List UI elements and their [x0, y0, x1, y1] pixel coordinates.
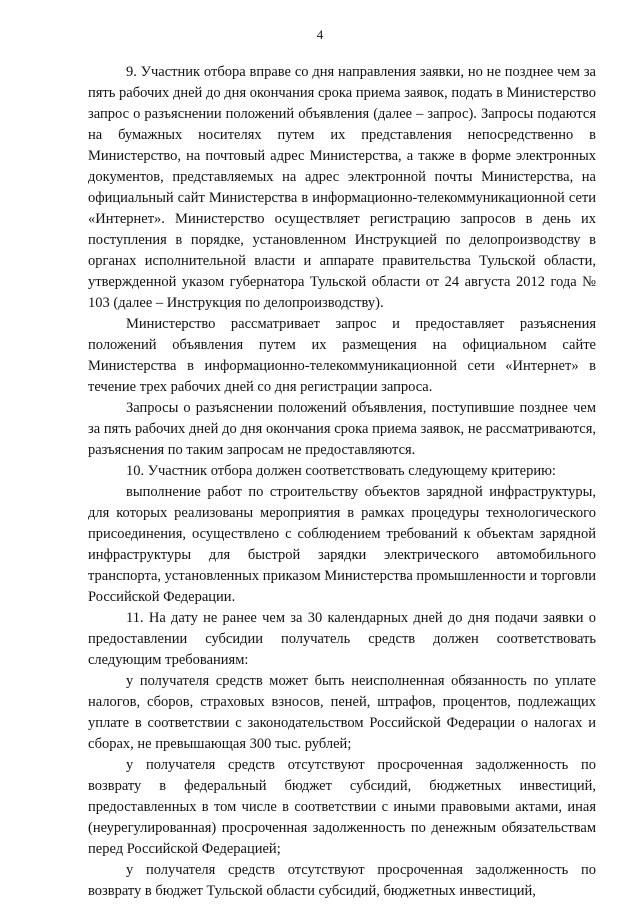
paragraph-11-requirements: 11. На дату не ранее чем за 30 календарных дней до дня подачи заявки о предоставлении субсидии получатель средств должен соответствовать следующим требованиям: — [88, 610, 596, 668]
paragraph-9-inquiry: 9. Участник отбора вправе со дня направления заявки, но не позднее чем за пять рабочих дней до дня окончания срока приема заявок, подать в Министерство запрос о разъяснении положений объявления (далее – запрос). Запросы подаются на бумажных носителях путем их представления непосредственно в Министерство, на почтовый адрес Министерства, а также в форме электронных документов, представляемых на адрес электронной почты Министерства, на официальный сайт Министерства в информационно-телекоммуникационной сети «Интернет». Министерство осуществляет регистрацию запросов в день их поступления в порядке, установленном Инструкцией по делопроизводству в органах исполнительной власти и аппарате правительства Тульской области, утвержденной указом губернатора Тульской области от 24 августа 2012 года № 103 (далее – Инструкция по делопроизводству). — [88, 64, 596, 311]
document-body — [88, 62, 596, 902]
paragraph-10-criterion: 10. Участник отбора должен соответствовать следующему критерию: — [126, 463, 556, 479]
paragraph-ministry-response: Министерство рассматривает запрос и предоставляет разъяснения положений объявления путем их размещения на официальном сайте Министерства в информационно-телекоммуникационной сети «Интернет» в течение трех рабочих дней со дня регистрации запроса. — [88, 316, 596, 395]
paragraph-late-inquiries: Запросы о разъяснении положений объявления, поступившие позднее чем за пять рабочих дней до дня окончания срока приема заявок, не рассматриваются, разъяснения по таким запросам не предоставляются. — [88, 400, 596, 458]
paragraph-federal-debt: у получателя средств отсутствуют просроченная задолженность по возврату в федеральный бюджет субсидий, бюджетных инвестиций, предоставленных в том числе в соответствии с иными правовыми актами, иная (неурегулированная) просроченная задолженность по денежным обязательствам перед Российской Федерацией; — [88, 757, 596, 857]
paragraph-criterion-text: выполнение работ по строительству объектов зарядной инфраструктуры, для которых реализованы мероприятия в рамках процедуры технологического присоединения, осуществлено с соблюдением требований к объектам зарядной инфраструктуры для быстрой зарядки электрического автомобильного транспорта, установленных приказом Министерства промышленности и торговли Российской Федерации. — [88, 484, 596, 605]
paragraph-tax-obligation: у получателя средств может быть неисполненная обязанность по уплате налогов, сборов, страховых взносов, пеней, штрафов, процентов, подлежащих уплате в соответствии с законодательством Российской Федерации о налогах и сборах, не превышающая 300 тыс. рублей; — [88, 673, 596, 752]
page-number: 4 — [316, 27, 324, 42]
paragraph-regional-debt: у получателя средств отсутствуют просроченная задолженность по возврату в бюджет Тульской области субсидий, бюджетных инвестиций, — [88, 862, 596, 899]
